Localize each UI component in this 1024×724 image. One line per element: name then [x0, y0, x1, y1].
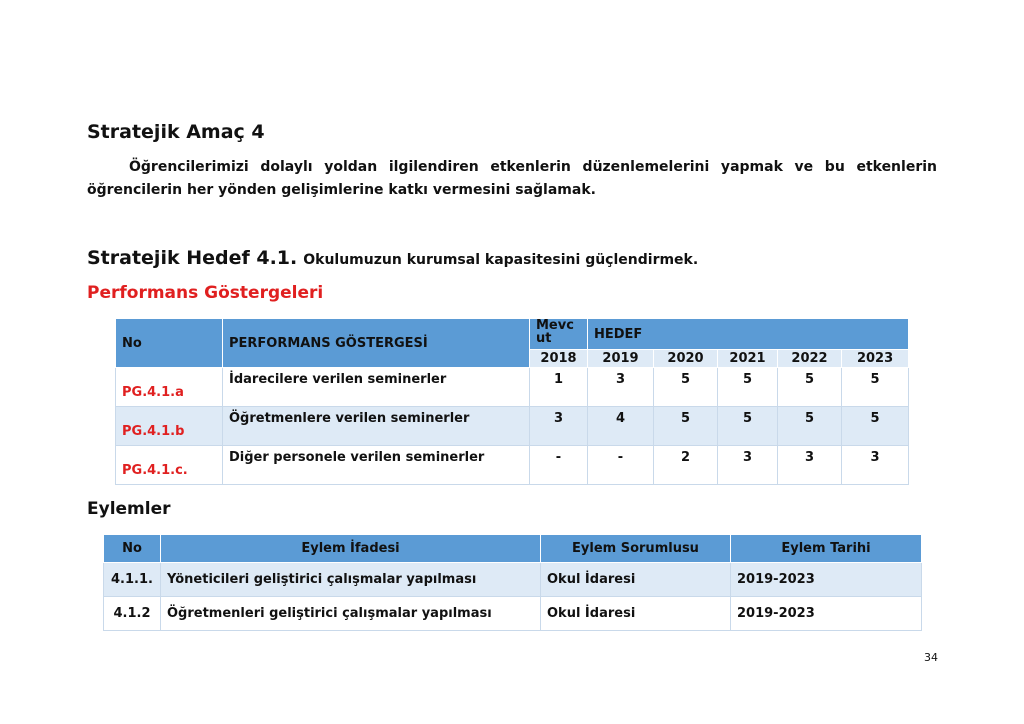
- value-cell: 5: [654, 368, 718, 407]
- indicator-desc: Diğer personele verilen seminerler: [223, 446, 530, 485]
- value-cell: -: [588, 446, 654, 485]
- year-header: 2021: [718, 350, 778, 368]
- objective-paragraph: Öğrencilerimizi dolaylı yoldan ilgilendiren etkenlerin düzenlemelerini yapmak ve bu etkenlerin öğrencilerin her yönden gelişimlerine katkı vermesini sağlamak.: [87, 159, 937, 198]
- year-header: 2022: [778, 350, 842, 368]
- action-responsible: Okul İdaresi: [541, 597, 731, 631]
- col-header-target: HEDEF: [588, 319, 909, 350]
- indicator-code: PG.4.1.c.: [116, 446, 223, 485]
- performance-table: [115, 318, 909, 485]
- value-cell: 5: [654, 407, 718, 446]
- year-header: 2023: [842, 350, 909, 368]
- value-cell: 5: [718, 368, 778, 407]
- col-header-date: Eylem Tarihi: [731, 535, 922, 563]
- indicator-desc: Öğretmenlere verilen seminerler: [223, 407, 530, 446]
- indicator-code: PG.4.1.a: [116, 368, 223, 407]
- strategic-target: [87, 247, 698, 269]
- target-label: Stratejik Hedef 4.1.: [87, 247, 298, 269]
- action-responsible: Okul İdaresi: [541, 563, 731, 597]
- year-header: 2019: [588, 350, 654, 368]
- col-header-no: No: [116, 319, 223, 368]
- action-statement: Yöneticileri geliştirici çalışmalar yapılması: [161, 563, 541, 597]
- col-header-responsible: Eylem Sorumlusu: [541, 535, 731, 563]
- value-cell: 3: [530, 407, 588, 446]
- value-cell: 5: [778, 407, 842, 446]
- year-header: 2018: [530, 350, 588, 368]
- value-cell: 5: [718, 407, 778, 446]
- actions-table: [103, 534, 922, 631]
- value-cell: 3: [842, 446, 909, 485]
- value-cell: 3: [588, 368, 654, 407]
- col-header-indicator: PERFORMANS GÖSTERGESİ: [223, 319, 530, 368]
- action-statement: Öğretmenleri geliştirici çalışmalar yapılması: [161, 597, 541, 631]
- action-date: 2019-2023: [731, 597, 922, 631]
- section-title: Stratejik Amaç 4: [87, 121, 265, 143]
- page-number: 34: [924, 651, 938, 664]
- performance-title: Performans Göstergeleri: [87, 283, 324, 303]
- col-header-statement: Eylem İfadesi: [161, 535, 541, 563]
- table-row: [116, 407, 909, 446]
- value-cell: 4: [588, 407, 654, 446]
- value-cell: 3: [718, 446, 778, 485]
- action-date: 2019-2023: [731, 563, 922, 597]
- target-text: Okulumuzun kurumsal kapasitesini güçlendirmek.: [303, 252, 699, 268]
- indicator-code: PG.4.1.b: [116, 407, 223, 446]
- value-cell: 1: [530, 368, 588, 407]
- col-header-no: No: [104, 535, 161, 563]
- col-header-current: Mevcut: [530, 319, 588, 350]
- table-row: [104, 563, 922, 597]
- value-cell: 5: [778, 368, 842, 407]
- value-cell: 2: [654, 446, 718, 485]
- actions-title: Eylemler: [87, 499, 171, 519]
- year-header: 2020: [654, 350, 718, 368]
- value-cell: -: [530, 446, 588, 485]
- value-cell: 5: [842, 407, 909, 446]
- value-cell: 5: [842, 368, 909, 407]
- table-row: [116, 446, 909, 485]
- table-row: [104, 597, 922, 631]
- indicator-desc: İdarecilere verilen seminerler: [223, 368, 530, 407]
- table-row: [116, 368, 909, 407]
- action-no: 4.1.2: [104, 597, 161, 631]
- value-cell: 3: [778, 446, 842, 485]
- action-no: 4.1.1.: [104, 563, 161, 597]
